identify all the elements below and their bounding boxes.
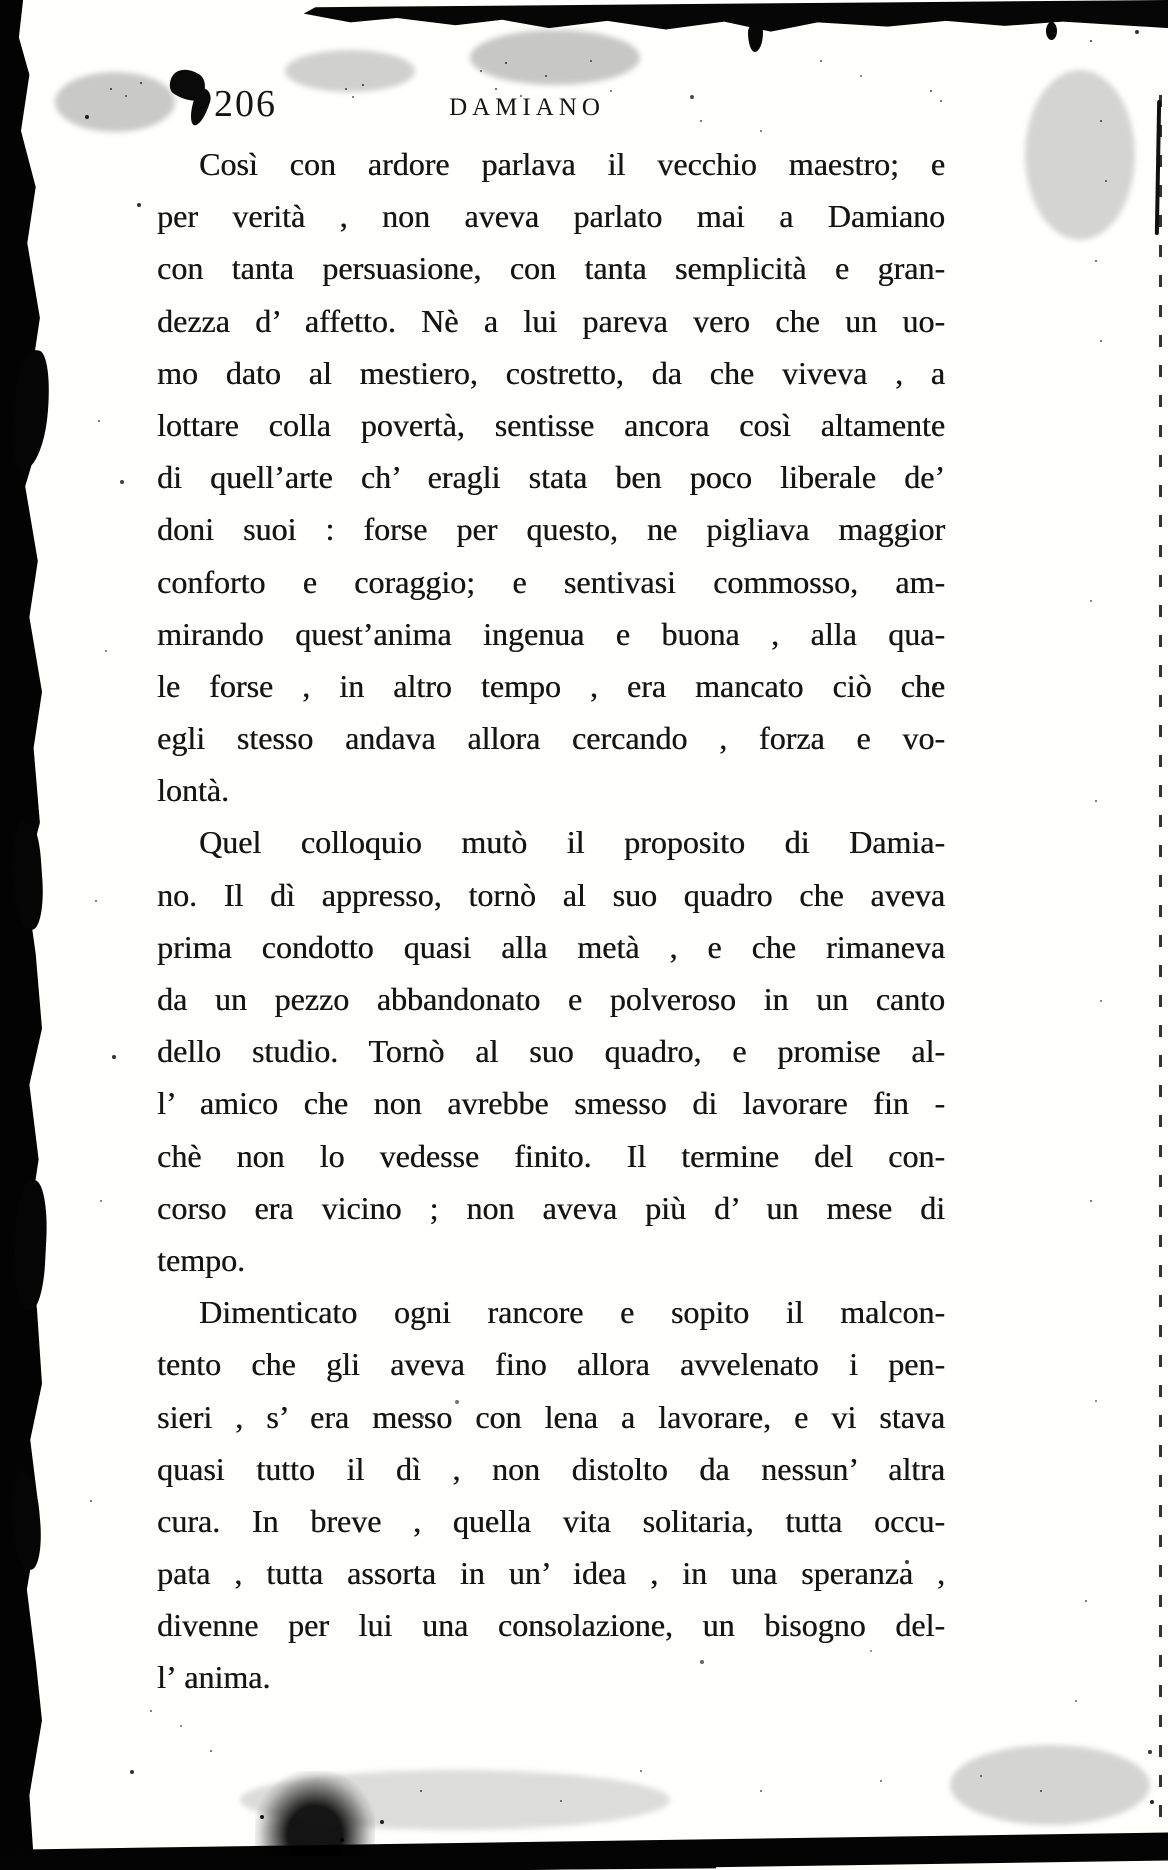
- text-line: dezza d’ affetto. Nè a lui pareva vero che un uo-: [157, 302, 945, 339]
- scan-noise-patch: [470, 30, 640, 85]
- scan-speckles: [0, 0, 4, 4]
- text-line: da un pezzo abbandonato e polveroso in un canto: [157, 981, 945, 1017]
- text-line: pata , tutta assorta in un’ idea , in una speranza ,: [157, 1555, 945, 1592]
- text-line: mirando quest’anima ingenua e buona , alla qua-: [157, 615, 945, 652]
- text-line: per verità , non aveva parlato mai a Damiano: [157, 198, 945, 235]
- scan-ink-drip: [748, 24, 763, 52]
- page-number: 206: [214, 83, 277, 125]
- scan-bottom-edge-shadow: [0, 1832, 1168, 1870]
- page-text: [157, 138, 945, 1704]
- scan-gutter-blotch: [8, 1469, 45, 1571]
- text-line: corso era vicino ; non aveva più d’ un mese di: [157, 1189, 945, 1226]
- text-line: con tanta persuasione, con tanta semplicità e gran-: [157, 250, 945, 287]
- scan-bottom-edge-shadow: [0, 1852, 716, 1870]
- scan-noise-patch: [240, 1770, 670, 1830]
- text-line: prima condotto quasi alla metà , e che rimaneva: [157, 928, 945, 965]
- text-line: divenne per lui una consolazione, un bisogno del-: [157, 1607, 945, 1644]
- scan-noise-patch: [950, 1745, 1150, 1825]
- running-title: DAMIANO: [449, 94, 605, 121]
- text-line: egli stesso andava allora cercando , forza e vo-: [157, 720, 945, 757]
- scan-gutter-blotch: [8, 349, 54, 472]
- text-line: le forse , in altro tempo , era mancato ciò che: [157, 667, 945, 704]
- text-line: sieri , s’ era messo con lena a lavorare, e vi stava: [157, 1398, 945, 1435]
- text-line: doni suoi : forse per questo, ne pigliava maggior: [157, 511, 945, 548]
- text-line: conforto e coraggio; e sentivasi commosso, am-: [157, 563, 945, 600]
- text-line: quasi tutto il dì , non distolto da nessun’ altra: [157, 1450, 945, 1487]
- text-line: Quel colloquio mutò il proposito di Damia-: [199, 824, 945, 861]
- scan-ink-blotch: [255, 1771, 375, 1856]
- scan-top-edge-shadow: [0, 0, 1168, 36]
- text-line: chè non lo vedesse finito. Il termine del con-: [157, 1137, 945, 1174]
- scan-noise-patch: [285, 50, 415, 92]
- scan-page-edge-line: [1159, 95, 1162, 1825]
- scan-speckles: [0, 0, 2, 2]
- text-line: dello studio. Tornò al suo quadro, e promise al-: [157, 1033, 945, 1070]
- scan-gutter-shadow: [0, 0, 42, 1870]
- text-line: no. Il dì appresso, tornò al suo quadro che aveva: [157, 876, 945, 913]
- text-line: lottare colla povertà, sentisse ancora così altamente: [157, 406, 945, 443]
- scan-gutter-blotch: [8, 819, 46, 931]
- text-line: di quell’arte ch’ eragli stata ben poco liberale de’: [157, 459, 945, 496]
- text-line: l’ anima.: [157, 1659, 271, 1696]
- scan-page-edge-line: [1155, 100, 1161, 235]
- text-line: tempo.: [157, 1241, 245, 1278]
- text-line: cura. In breve , quella vita solitaria, tutta occu-: [157, 1502, 945, 1539]
- scan-gutter-blotch: [11, 1179, 50, 1310]
- text-line: tento che gli aveva fino allora avvelenato i pen-: [157, 1346, 945, 1383]
- text-line: mo dato al mestiero, costretto, da che viveva , a: [157, 354, 945, 391]
- text-line: Così con ardore parlava il vecchio maestro; e: [199, 146, 945, 182]
- scan-noise-patch: [1025, 70, 1135, 240]
- text-line: Dimenticato ogni rancore e sopito il malcon-: [199, 1294, 945, 1331]
- scan-ink-drip: [1046, 22, 1057, 40]
- text-line: l’ amico che non avrebbe smesso di lavorare fin -: [157, 1085, 945, 1122]
- text-line: lontà.: [157, 772, 229, 809]
